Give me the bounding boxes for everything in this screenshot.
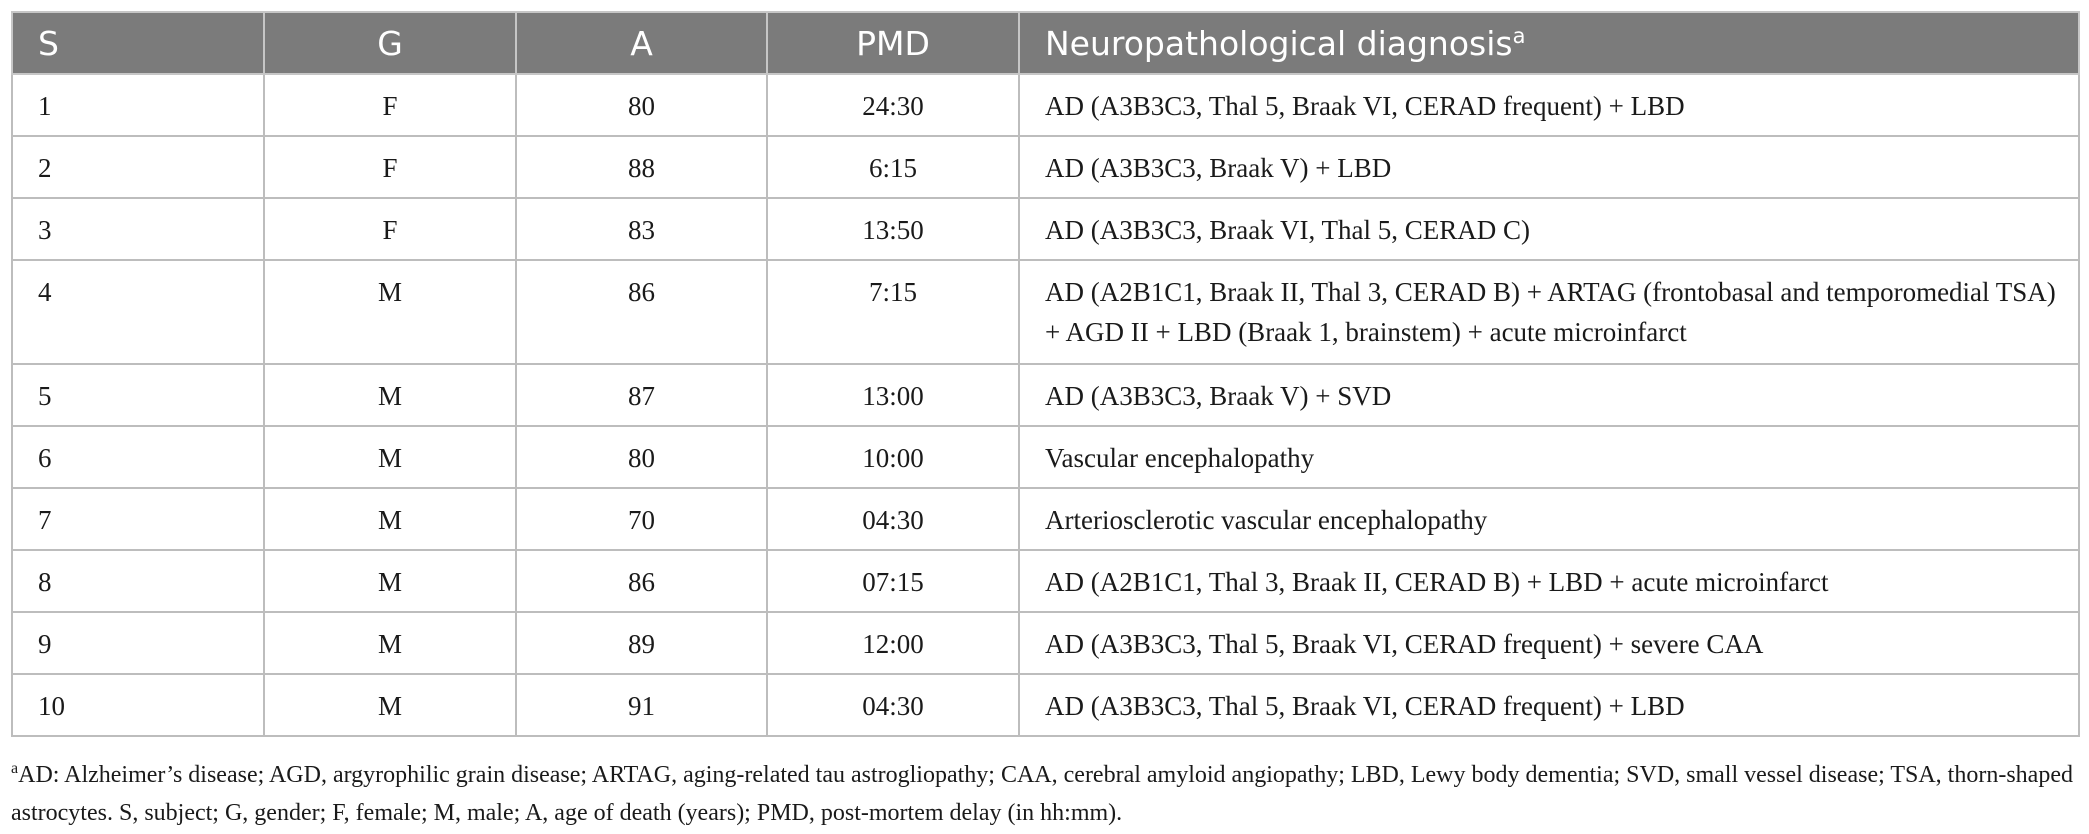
table-row xyxy=(12,550,2079,612)
cell-subject: 4 xyxy=(12,260,264,364)
neuropathology-table xyxy=(11,11,2080,737)
cell-diagnosis: AD (A3B3C3, Braak VI, Thal 5, CERAD C) xyxy=(1019,198,2079,260)
header-diagnosis xyxy=(1019,12,2079,74)
cell-pmd: 04:30 xyxy=(767,488,1019,550)
cell-diagnosis: AD (A3B3C3, Thal 5, Braak VI, CERAD frequent) + severe CAA xyxy=(1019,612,2079,674)
table-row xyxy=(12,74,2079,136)
cell-subject: 2 xyxy=(12,136,264,198)
cell-age: 70 xyxy=(516,488,767,550)
cell-gender: F xyxy=(264,198,516,260)
cell-pmd: 13:00 xyxy=(767,364,1019,426)
cell-age: 80 xyxy=(516,74,767,136)
cell-pmd: 13:50 xyxy=(767,198,1019,260)
table-row xyxy=(12,198,2079,260)
cell-diagnosis: AD (A3B3C3, Braak V) + SVD xyxy=(1019,364,2079,426)
cell-age: 86 xyxy=(516,550,767,612)
cell-diagnosis: Arteriosclerotic vascular encephalopathy xyxy=(1019,488,2079,550)
cell-subject: 5 xyxy=(12,364,264,426)
table-row xyxy=(12,136,2079,198)
cell-diagnosis: AD (A3B3C3, Braak V) + LBD xyxy=(1019,136,2079,198)
table-body xyxy=(12,74,2079,736)
cell-gender: M xyxy=(264,674,516,736)
cell-gender: F xyxy=(264,74,516,136)
cell-diagnosis: Vascular encephalopathy xyxy=(1019,426,2079,488)
cell-gender: M xyxy=(264,550,516,612)
cell-pmd: 24:30 xyxy=(767,74,1019,136)
cell-pmd: 04:30 xyxy=(767,674,1019,736)
cell-age: 88 xyxy=(516,136,767,198)
cell-age: 87 xyxy=(516,364,767,426)
footnote-text: AD: Alzheimer’s disease; AGD, argyrophilic grain disease; ARTAG, aging-related tau astrogliopathy; CAA, cerebral amyloid angiopathy; LBD, Lewy body dementia; SVD, small vessel disease; TSA, thorn-shaped astrocytes. S, subject; G, gender; F, female; M, male; A, age of death (years); PMD, post-mortem delay (in hh:mm). xyxy=(11,762,2073,826)
table-container xyxy=(11,11,2078,737)
cell-age: 86 xyxy=(516,260,767,364)
cell-age: 91 xyxy=(516,674,767,736)
cell-subject: 1 xyxy=(12,74,264,136)
cell-gender: M xyxy=(264,364,516,426)
cell-diagnosis: AD (A3B3C3, Thal 5, Braak VI, CERAD frequent) + LBD xyxy=(1019,674,2079,736)
header-row xyxy=(12,12,2079,74)
cell-pmd: 7:15 xyxy=(767,260,1019,364)
header-subject: S xyxy=(12,12,264,74)
table-footnote xyxy=(11,756,2078,832)
cell-gender: F xyxy=(264,136,516,198)
cell-subject: 6 xyxy=(12,426,264,488)
cell-subject: 9 xyxy=(12,612,264,674)
cell-subject: 8 xyxy=(12,550,264,612)
header-diagnosis-label: Neuropathological diagnosis xyxy=(1045,23,1513,63)
cell-diagnosis: AD (A2B1C1, Thal 3, Braak II, CERAD B) + LBD + acute microinfarct xyxy=(1019,550,2079,612)
footnote-marker: a xyxy=(11,760,19,777)
cell-gender: M xyxy=(264,260,516,364)
cell-gender: M xyxy=(264,426,516,488)
table-header xyxy=(12,12,2079,74)
table-row xyxy=(12,488,2079,550)
table-row xyxy=(12,426,2079,488)
table-row xyxy=(12,674,2079,736)
header-age: A xyxy=(516,12,767,74)
cell-pmd: 6:15 xyxy=(767,136,1019,198)
cell-diagnosis: AD (A2B1C1, Braak II, Thal 3, CERAD B) + ARTAG (frontobasal and temporomedial TSA) + AGD II + LBD (Braak 1, brainstem) + acute microinfarct xyxy=(1019,260,2079,364)
table-row xyxy=(12,612,2079,674)
cell-gender: M xyxy=(264,488,516,550)
cell-diagnosis: AD (A3B3C3, Thal 5, Braak VI, CERAD frequent) + LBD xyxy=(1019,74,2079,136)
table-row xyxy=(12,364,2079,426)
cell-subject: 3 xyxy=(12,198,264,260)
footnote-marker: a xyxy=(1512,23,1526,48)
cell-age: 83 xyxy=(516,198,767,260)
header-gender: G xyxy=(264,12,516,74)
cell-pmd: 12:00 xyxy=(767,612,1019,674)
cell-gender: M xyxy=(264,612,516,674)
table-row xyxy=(12,260,2079,364)
cell-age: 89 xyxy=(516,612,767,674)
cell-age: 80 xyxy=(516,426,767,488)
header-pmd: PMD xyxy=(767,12,1019,74)
cell-pmd: 07:15 xyxy=(767,550,1019,612)
cell-subject: 10 xyxy=(12,674,264,736)
cell-pmd: 10:00 xyxy=(767,426,1019,488)
cell-subject: 7 xyxy=(12,488,264,550)
